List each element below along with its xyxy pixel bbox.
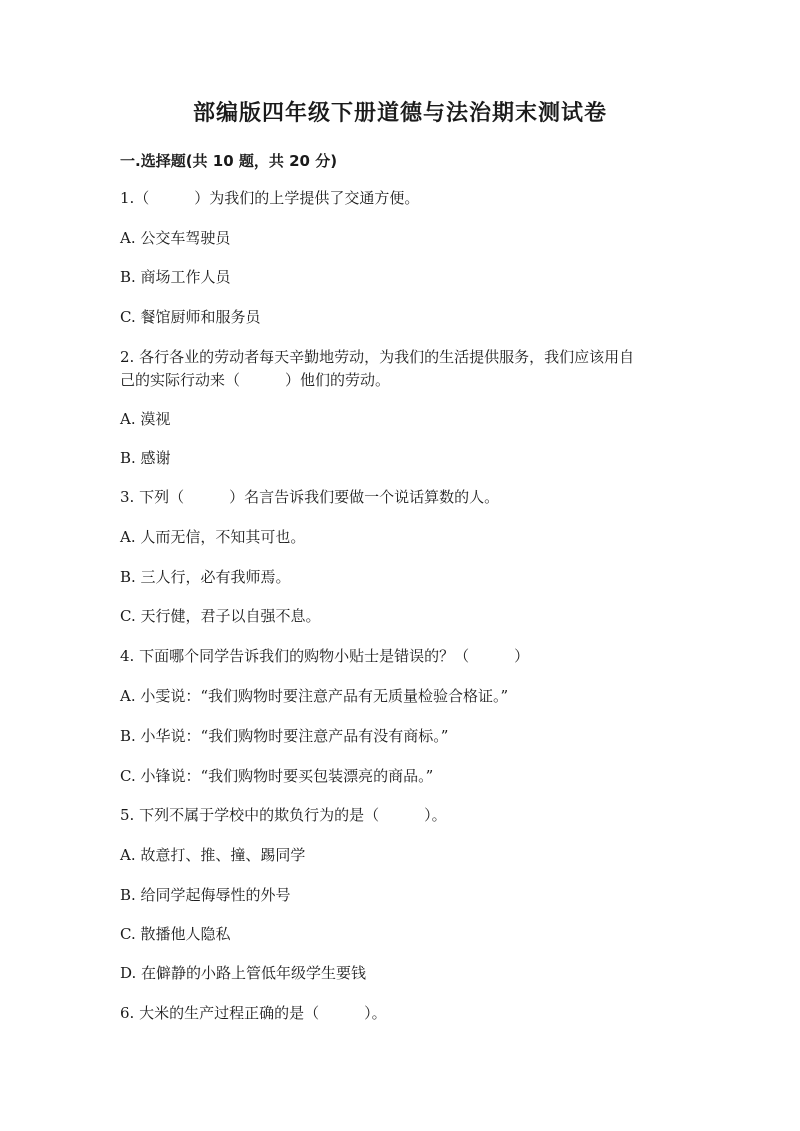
- page-title: 部编版四年级下册道德与法治期末测试卷: [192, 101, 607, 126]
- question-5-option-b: B. 给同学起侮辱性的外号: [120, 886, 291, 904]
- question-4-option-c: C. 小锋说：“我们购物时要买包装漂亮的商品。”: [120, 767, 434, 785]
- question-4-option-b: B. 小华说：“我们购物时要注意产品有没有商标。”: [120, 727, 449, 745]
- question-2-option-a: A. 漠视: [120, 410, 171, 428]
- question-2-stem-line-2: 己的实际行动来（ ）他们的劳动。: [120, 371, 391, 389]
- question-3-option-b: B. 三人行，必有我师焉。: [120, 568, 291, 586]
- question-6-stem: 6. 大米的生产过程正确的是（ ）。: [120, 1004, 387, 1022]
- question-2-option-b: B. 感谢: [120, 449, 171, 467]
- question-1-option-b: B. 商场工作人员: [120, 268, 231, 286]
- question-1-option-c: C. 餐馆厨师和服务员: [120, 308, 261, 326]
- question-3-stem: 3. 下列（ ）名言告诉我们要做一个说话算数的人。: [120, 488, 500, 506]
- question-4-stem: 4. 下面哪个同学告诉我们的购物小贴士是错误的？（ ）: [120, 647, 530, 665]
- section-heading: 一.选择题(共 10 题，共 20 分): [120, 152, 338, 170]
- question-3-option-a: A. 人而无信，不知其可也。: [120, 528, 306, 546]
- question-1-option-a: A. 公交车驾驶员: [120, 229, 231, 247]
- question-5-stem: 5. 下列不属于学校中的欺负行为的是（ ）。: [120, 806, 447, 824]
- question-5-option-d: D. 在僻静的小路上管低年级学生要钱: [120, 964, 367, 982]
- question-1-stem: 1.（ ）为我们的上学提供了交通方便。: [120, 189, 420, 207]
- question-5-option-a: A. 故意打、推、撞、踢同学: [120, 846, 306, 864]
- question-2-stem-line-1: 2. 各行各业的劳动者每天辛勤地劳动，为我们的生活提供服务，我们应该用自: [120, 348, 635, 366]
- question-4-option-a: A. 小雯说：“我们购物时要注意产品有无质量检验合格证。”: [120, 687, 509, 705]
- question-5-option-c: C. 散播他人隐私: [120, 925, 231, 943]
- question-3-option-c: C. 天行健，君子以自强不息。: [120, 607, 321, 625]
